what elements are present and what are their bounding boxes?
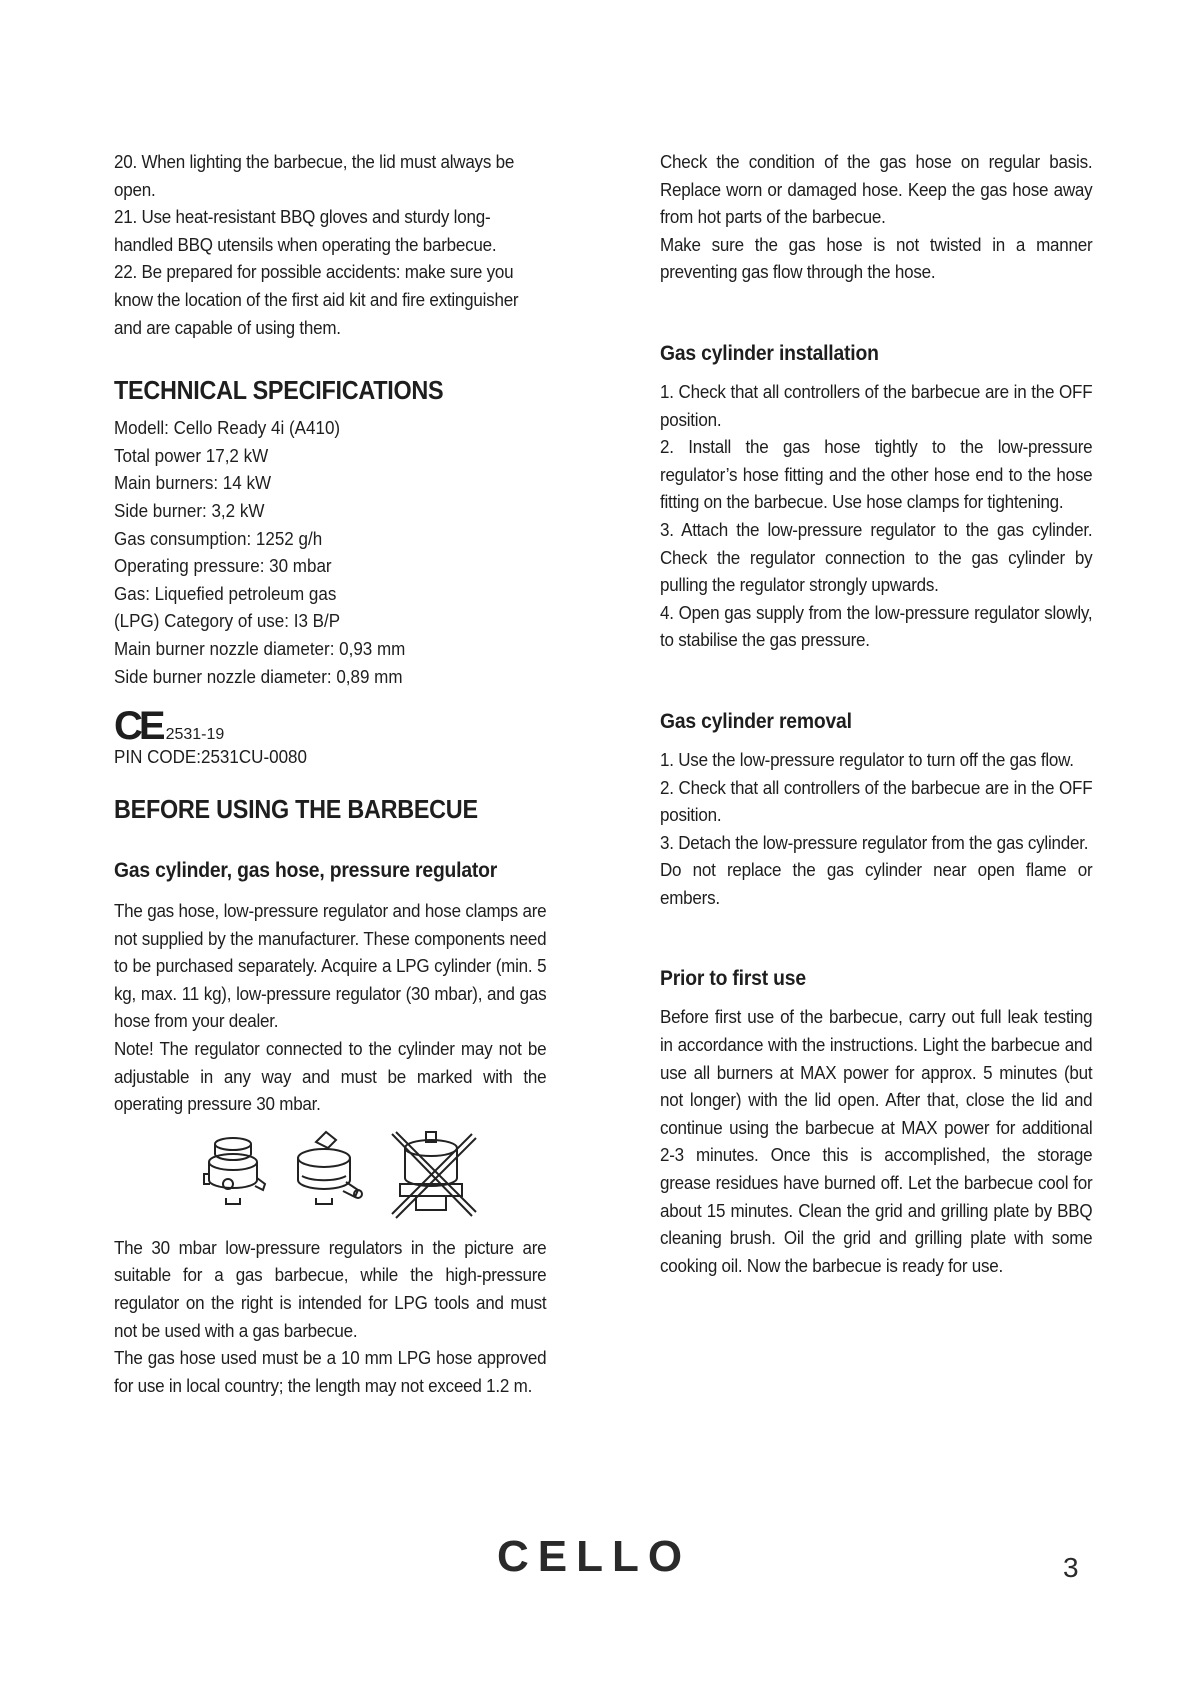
removal-step-2: 2. Check that all controllers of the barbecue are in the OFF position. (660, 776, 1093, 826)
hose-condition: Check the condition of the gas hose on regular basis. Replace worn or damaged hose. Keep the gas hose away from hot parts of the barbecue. (660, 151, 1093, 228)
removal-steps (660, 746, 1092, 912)
install-step-2: 2. Install the gas hose tightly to the low-pressure regulator’s hose fitting and the other hose end to the hose fitting on the barbecue. Use hose clamps for tightening. (660, 436, 1093, 513)
brand-logo: CELLO (497, 1532, 692, 1581)
before-using-heading: BEFORE USING THE BARBECUE (114, 794, 478, 825)
regulator-illustration (114, 1128, 546, 1220)
install-step-3: 3. Attach the low-pressure regulator to the gas cylinder. Check the regulator connection to the gas cylinder by pulling the regulator strongly upwards. (660, 518, 1093, 596)
safety-item-20: 20. When lighting the barbecue, the lid must always be open. (114, 151, 515, 200)
pin-code: PIN CODE:2531CU-0080 (114, 746, 307, 768)
spec-total-power: Total power 17,2 kW (114, 444, 269, 466)
ce-number: 2531-19 (165, 726, 225, 744)
prior-use-paragraph: Before first use of the barbecue, carry out full leak testing in accordance with the instructions. Light the barbecue and use all burners at MAX power for approx. 5 minutes (but not longer) with the lid open. After that, close the lid and continue using the barbecue at MAX power for additional 2-3 minutes. Once this is accomplished, the storage grease residues have burned off. Let the barbecue cool for about 15 minutes. Clean the grid and grilling plate by BBQ cleaning brush. Oil the grid and grilling plate with some cooking oil. Now the barbecue is ready for use. (660, 1006, 1093, 1276)
ce-marking (114, 704, 546, 749)
low-pressure-regulator-icon (200, 1128, 270, 1208)
hose-twist: Make sure the gas hose is not twisted in a manner preventing gas flow through the hose. (660, 233, 1093, 283)
installation-heading: Gas cylinder installation (660, 341, 879, 365)
spec-side-nozzle: Side burner nozzle diameter: 0,89 mm (114, 665, 403, 687)
install-step-1: 1. Check that all controllers of the barbecue are in the OFF position. (660, 380, 1093, 430)
gas-equipment-paragraph: The gas hose, low-pressure regulator and hose clamps are not supplied by the manufacturer. These components need to be purchased separately. Acquire a LPG cylinder (min. 5 kg, max. 11 kg), low-pressure regulator (30 mbar), and gas hose from your dealer. (114, 900, 547, 1032)
left-column (114, 148, 546, 1399)
technical-specifications-heading: TECHNICAL SPECIFICATIONS (114, 375, 444, 406)
installation-steps (660, 378, 1092, 654)
hose-requirements: The gas hose used must be a 10 mm LPG hose approved for use in local country; the length may not exceed 1.2 m. (114, 1347, 547, 1396)
prior-use-text (660, 1003, 1092, 1279)
spec-gas-consumption: Gas consumption: 1252 g/h (114, 527, 323, 549)
low-pressure-regulator-side-icon (288, 1128, 368, 1208)
prior-use-heading: Prior to first use (660, 967, 806, 991)
install-step-4: 4. Open gas supply from the low-pressure regulator slowly, to stabilise the gas pressure. (660, 601, 1093, 651)
high-pressure-regulator-crossed-icon (386, 1128, 478, 1220)
spec-gas: Gas: Liquefied petroleum gas (114, 582, 337, 604)
spec-model: Modell: Cello Ready 4i (A410) (114, 417, 341, 439)
page-number: 3 (1063, 1552, 1079, 1583)
hose-care-text (660, 148, 1092, 286)
safety-item-21: 21. Use heat-resistant BBQ gloves and sturdy long-handled BBQ utensils when operating the barbecue. (114, 206, 497, 255)
spec-operating-pressure: Operating pressure: 30 mbar (114, 555, 332, 577)
removal-step-3: 3. Detach the low-pressure regulator from the gas cylinder. (660, 831, 1089, 853)
spec-side-burner: Side burner: 3,2 kW (114, 499, 265, 521)
regulator-explanation (114, 1234, 546, 1400)
right-column (660, 148, 1092, 1279)
gas-equipment-text (114, 897, 546, 1118)
regulator-suitability: The 30 mbar low-pressure regulators in the picture are suitable for a gas barbecue, while the high-pressure regulator on the right is intended for LPG tools and must not be used with a gas barbecue. (114, 1236, 547, 1341)
spec-main-nozzle: Main burner nozzle diameter: 0,93 mm (114, 637, 406, 659)
removal-warning: Do not replace the gas cylinder near open flame or embers. (660, 859, 1093, 908)
safety-item-22: 22. Be prepared for possible accidents: make sure you know the location of the first aid kit and fire extinguisher and are capable of using them. (114, 261, 519, 338)
spec-category: (LPG) Category of use: I3 B/P (114, 610, 341, 632)
gas-equipment-heading: Gas cylinder, gas hose, pressure regulator (114, 859, 498, 883)
safety-intro (114, 148, 546, 341)
ce-icon: CE (114, 704, 162, 749)
spec-main-burners: Main burners: 14 kW (114, 472, 272, 494)
regulator-note: Note! The regulator connected to the cylinder may not be adjustable in any way and must be marked with the operating pressure 30 mbar. (114, 1038, 547, 1115)
removal-heading: Gas cylinder removal (660, 709, 852, 733)
removal-step-1: 1. Use the low-pressure regulator to turn off the gas flow. (660, 748, 1074, 770)
spec-list (114, 414, 511, 690)
